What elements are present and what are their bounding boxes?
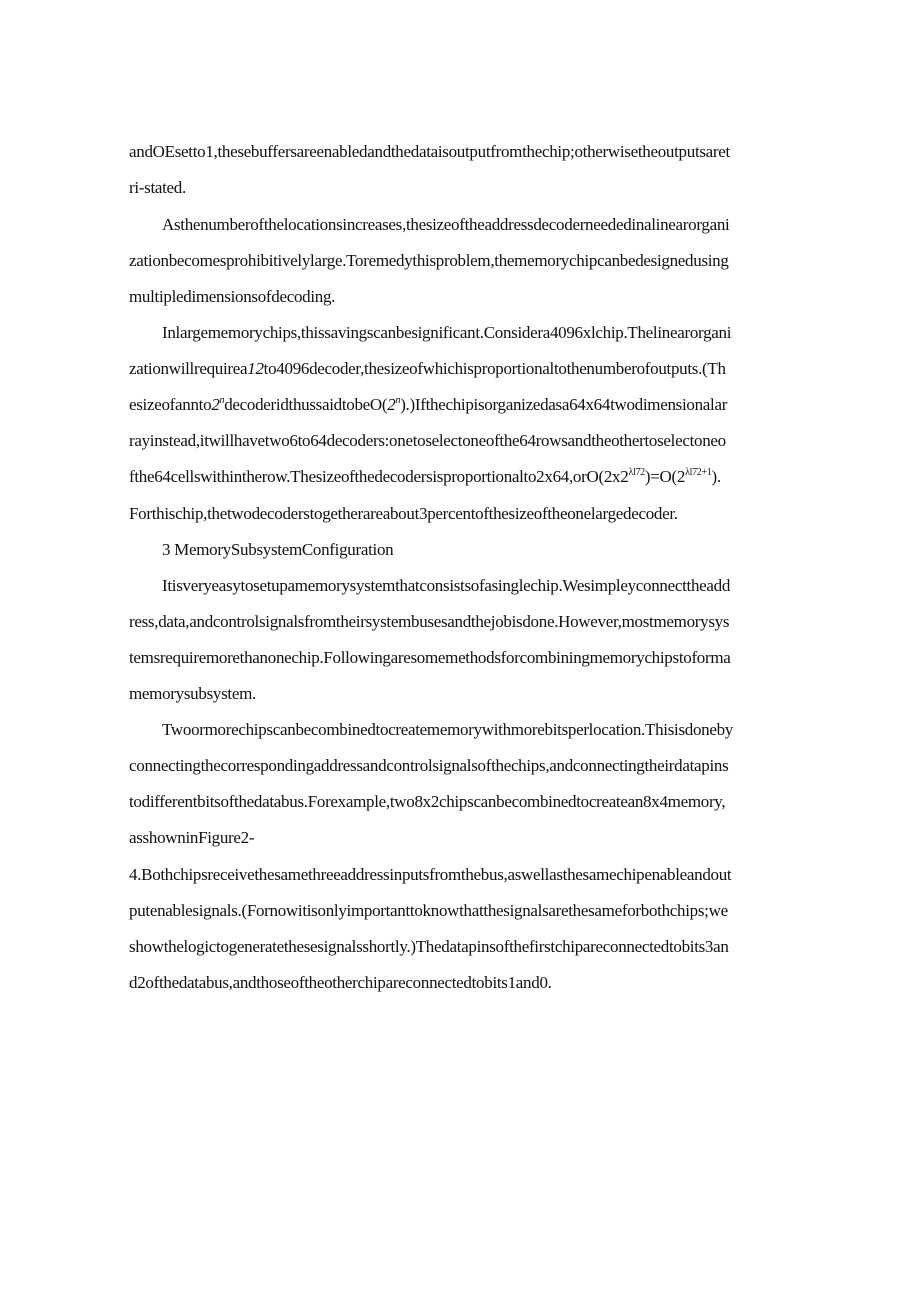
superscript: n <box>395 395 401 406</box>
paragraph-3-line-5 <box>129 466 819 488</box>
text-fragment: zationwillrequirea <box>129 359 248 378</box>
text-fragment: )=O(2 <box>644 467 686 486</box>
text-fragment: decoderidthussaidtobeO( <box>224 395 388 414</box>
paragraph-3-line-2 <box>129 358 819 380</box>
paragraph-1-line-1: andOEsetto1,thesebuffersareenabledandthedataisoutputfromthechip;otherwisetheoutputsaret <box>129 142 730 161</box>
paragraph-4-line-4: memorysubsystem. <box>129 684 256 703</box>
paragraph-3-line-1: Inlargememorychips,thissavingscanbesignificant.Considera4096xlchip.Thelinearorgani <box>162 323 732 342</box>
paragraph-5-line-8: d2ofthedatabus,andthoseoftheotherchipareconnectedtobits1and0. <box>129 973 552 992</box>
paragraph-3-line-6: Forthischip,thetwodecoderstogetherareabout3percentofthesizeoftheonelargedecoder. <box>129 504 678 523</box>
text-fragment: fthe64cellswithintherow.Thesizeofthedecodersisproportionalto2x64,orO(2x2 <box>129 467 629 486</box>
paragraph-5-line-7: showthelogictogeneratethesesignalsshortly.)Thedatapinsofthefirstchipareconnectedtobits3an <box>129 937 729 956</box>
superscript: λl72+1 <box>685 467 712 478</box>
paragraph-2-line-3: multipledimensionsofdecoding. <box>129 287 336 306</box>
paragraph-4-line-1: Itisveryeasytosetupamemorysystemthatconsistsofasinglechip.Wesimpleyconnecttheadd <box>162 576 731 595</box>
superscript: n <box>219 395 225 406</box>
text-fragment-italic: 2 <box>211 395 220 414</box>
text-fragment-italic: 2 <box>387 395 396 414</box>
paragraph-3-line-4: rayinstead,itwillhavetwo6to64decoders:onetoselectoneofthe64rowsandtheothertoselectoneo <box>129 431 726 450</box>
paragraph-4-line-2: ress,data,andcontrolsignalsfromtheirsystembusesandthejobisdone.However,mostmemorysys <box>129 612 730 631</box>
text-fragment: ). <box>711 467 721 486</box>
section-heading: 3 MemorySubsystemConfiguration <box>162 540 394 559</box>
paragraph-5-line-6: putenablesignals.(Fornowitisonlyimportanttoknowthatthesignalsarethesameforbothchips;we <box>129 901 728 920</box>
text-fragment: to4096decoder,thesizeofwhichisproportionaltothenumberofoutputs.(Th <box>263 359 726 378</box>
paragraph-5-line-5: 4.Bothchipsreceivethesamethreeaddressinputsfromthebus,aswellasthesamechipenableandout <box>129 865 732 884</box>
paragraph-2-line-1: Asthenumberofthelocationsincreases,thesizeoftheaddressdecoderneededinalinearorgani <box>162 215 730 234</box>
paragraph-3-line-3 <box>129 394 819 416</box>
superscript: λl72 <box>628 467 645 478</box>
paragraph-4-line-3: temsrequiremorethanonechip.Followingaresomemethodsforcombiningmemorychipstoforma <box>129 648 731 667</box>
paragraph-5-line-3: todifferentbitsofthedatabus.Forexample,two8x2chipscanbecombinedtocreatean8x4memory, <box>129 792 726 811</box>
text-fragment: ).)Ifthechipisorganizedasa64x64twodimensionalar <box>400 395 728 414</box>
paragraph-5-line-1: Twoormorechipscanbecombinedtocreatememorywithmorebitsperlocation.Thisisdoneby <box>162 720 734 739</box>
paragraph-1-line-2: ri-stated. <box>129 178 186 197</box>
paragraph-5-line-4: asshowninFigure2- <box>129 828 255 847</box>
paragraph-5-line-2: connectingthecorrespondingaddressandcontrolsignalsofthechips,andconnectingtheirdatapins <box>129 756 729 775</box>
text-fragment: esizeofannto <box>129 395 212 414</box>
text-fragment-italic: 12 <box>247 359 264 378</box>
paragraph-2-line-2: zationbecomesprohibitivelylarge.Toremedythisproblem,thememorychipcanbedesignedusing <box>129 251 729 270</box>
